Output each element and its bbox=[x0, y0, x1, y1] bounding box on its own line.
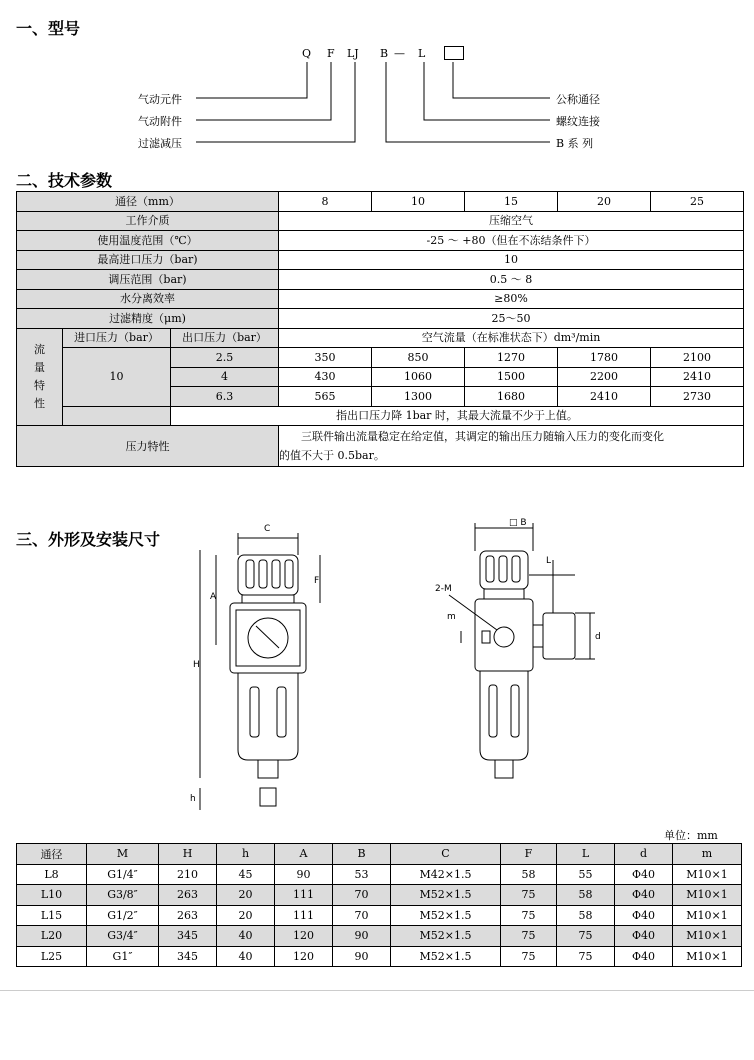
param-label: 过滤精度（μm) bbox=[17, 309, 279, 329]
dim-label-c: C bbox=[264, 524, 271, 534]
column-header: m bbox=[673, 844, 742, 865]
label-pneumatic-element: 气动元件 bbox=[138, 93, 182, 106]
section-dims-title: 三、外形及安装尺寸 bbox=[16, 530, 161, 549]
outlet-pressure-value: 2.5 bbox=[171, 348, 279, 368]
cell: 20 bbox=[217, 905, 275, 926]
flow-cell: 565 bbox=[279, 387, 372, 407]
cell: G3/4″ bbox=[87, 926, 159, 947]
cell: 58 bbox=[557, 885, 615, 906]
code-lj: LJ bbox=[347, 47, 359, 60]
table-header-row bbox=[17, 844, 742, 865]
front-view-drawing bbox=[180, 515, 350, 815]
cell: L15 bbox=[17, 905, 87, 926]
param-value: 0.5 ～ 8 bbox=[279, 270, 744, 290]
param-label: 使用温度范围（℃） bbox=[17, 231, 279, 251]
table-row bbox=[17, 289, 744, 309]
table-row bbox=[17, 231, 744, 251]
cell: 120 bbox=[275, 946, 333, 967]
dim-label-b: □ B bbox=[509, 518, 527, 528]
column-header: C bbox=[391, 844, 501, 865]
dim-label-a: A bbox=[210, 592, 217, 602]
dim-label-h-lower: h bbox=[190, 794, 196, 804]
table-row bbox=[17, 406, 744, 426]
unit-label: 单位：mm bbox=[664, 829, 718, 842]
cell: 75 bbox=[501, 905, 557, 926]
cell: M10×1 bbox=[673, 864, 742, 885]
param-label: 最高进口压力（bar) bbox=[17, 250, 279, 270]
table-row bbox=[17, 348, 744, 368]
table-row bbox=[17, 250, 744, 270]
column-header: M bbox=[87, 844, 159, 865]
cell: L10 bbox=[17, 885, 87, 906]
cell: L20 bbox=[17, 926, 87, 947]
inlet-pressure-value: 10 bbox=[63, 348, 171, 407]
param-value: -25 ～ +80（但在不冻结条件下） bbox=[279, 231, 744, 251]
cell: 75 bbox=[501, 946, 557, 967]
param-value: 10 bbox=[279, 250, 744, 270]
flow-header: 空气流量（在标准状态下）dm³/min bbox=[279, 328, 744, 348]
cell: 40 bbox=[217, 926, 275, 947]
cell: 263 bbox=[159, 885, 217, 906]
cell: M42×1.5 bbox=[391, 864, 501, 885]
label-pneumatic-accessory: 气动附件 bbox=[138, 115, 182, 128]
code-dash: — bbox=[394, 47, 405, 60]
cell: 111 bbox=[275, 905, 333, 926]
flow-cell: 2410 bbox=[558, 387, 651, 407]
table-row bbox=[17, 192, 744, 212]
dim-label-h-upper: H bbox=[193, 660, 200, 670]
size-header-label: 通径（mm） bbox=[17, 192, 279, 212]
cell: G1″ bbox=[87, 946, 159, 967]
cell: 45 bbox=[217, 864, 275, 885]
cell: M10×1 bbox=[673, 905, 742, 926]
dimensions-table bbox=[16, 843, 742, 967]
side-view-drawing bbox=[425, 515, 625, 785]
cell: 120 bbox=[275, 926, 333, 947]
cell: G1/2″ bbox=[87, 905, 159, 926]
cell: 345 bbox=[159, 946, 217, 967]
section-model-title: 一、型号 bbox=[16, 19, 81, 38]
column-header: H bbox=[159, 844, 217, 865]
size-cell: 25 bbox=[651, 192, 744, 212]
param-value: 压缩空气 bbox=[279, 211, 744, 231]
dim-label-d: d bbox=[595, 632, 601, 642]
cell: M52×1.5 bbox=[391, 905, 501, 926]
cell: M10×1 bbox=[673, 926, 742, 947]
flow-cell: 1500 bbox=[465, 367, 558, 387]
size-cell: 10 bbox=[372, 192, 465, 212]
cell: 90 bbox=[275, 864, 333, 885]
flow-side-char: 性 bbox=[34, 396, 45, 410]
cell: 210 bbox=[159, 864, 217, 885]
column-header: d bbox=[615, 844, 673, 865]
table-row bbox=[17, 270, 744, 290]
dim-label-m: m bbox=[447, 612, 456, 622]
cell: M10×1 bbox=[673, 885, 742, 906]
column-header: A bbox=[275, 844, 333, 865]
cell: M52×1.5 bbox=[391, 885, 501, 906]
size-cell: 15 bbox=[465, 192, 558, 212]
inlet-pressure-header: 进口压力（bar） bbox=[63, 328, 171, 348]
size-cell: 20 bbox=[558, 192, 651, 212]
flow-cell: 350 bbox=[279, 348, 372, 368]
param-label: 工作介质 bbox=[17, 211, 279, 231]
pressure-label: 压力特性 bbox=[17, 426, 279, 467]
flow-side-char: 特 bbox=[34, 378, 45, 392]
label-nominal-size: 公称通径 bbox=[556, 93, 600, 106]
cell: 75 bbox=[501, 885, 557, 906]
table-row bbox=[17, 211, 744, 231]
flow-side-char: 流 bbox=[34, 342, 45, 356]
pressure-line-2: 的值不大于 0.5bar。 bbox=[279, 449, 385, 462]
model-connector-lines bbox=[0, 0, 754, 160]
flow-cell: 1780 bbox=[558, 348, 651, 368]
cell: M52×1.5 bbox=[391, 926, 501, 947]
flow-cell: 2410 bbox=[651, 367, 744, 387]
column-header: h bbox=[217, 844, 275, 865]
flow-side-char: 量 bbox=[34, 360, 45, 374]
code-b: B bbox=[380, 47, 389, 60]
column-header: F bbox=[501, 844, 557, 865]
cell: 58 bbox=[557, 905, 615, 926]
cell: 75 bbox=[501, 926, 557, 947]
param-label: 水分离效率 bbox=[17, 289, 279, 309]
cell: 53 bbox=[333, 864, 391, 885]
table-row bbox=[17, 946, 742, 967]
table-row bbox=[17, 309, 744, 329]
cell: 75 bbox=[557, 946, 615, 967]
cell: Φ40 bbox=[615, 926, 673, 947]
cell: 58 bbox=[501, 864, 557, 885]
table-row bbox=[17, 864, 742, 885]
cell: 75 bbox=[557, 926, 615, 947]
cell: 90 bbox=[333, 926, 391, 947]
cell: Φ40 bbox=[615, 905, 673, 926]
cell: M52×1.5 bbox=[391, 946, 501, 967]
column-header: 通径 bbox=[17, 844, 87, 865]
dim-label-f: F bbox=[314, 576, 320, 586]
param-value: 25～50 bbox=[279, 309, 744, 329]
column-header: B bbox=[333, 844, 391, 865]
flow-cell: 2100 bbox=[651, 348, 744, 368]
outlet-pressure-header: 出口压力（bar） bbox=[171, 328, 279, 348]
flow-cell: 1060 bbox=[372, 367, 465, 387]
table-row bbox=[17, 926, 742, 947]
table-row bbox=[17, 328, 744, 348]
cell: 70 bbox=[333, 905, 391, 926]
param-value: ≥80% bbox=[279, 289, 744, 309]
flow-cell: 1680 bbox=[465, 387, 558, 407]
cell: G1/4″ bbox=[87, 864, 159, 885]
blank-cell bbox=[63, 406, 171, 426]
flow-cell: 850 bbox=[372, 348, 465, 368]
code-f: F bbox=[327, 47, 335, 60]
table-row bbox=[17, 426, 744, 467]
section-tech-title: 二、技术参数 bbox=[16, 171, 113, 190]
cell: 345 bbox=[159, 926, 217, 947]
param-label: 调压范围（bar) bbox=[17, 270, 279, 290]
cell: G3/8″ bbox=[87, 885, 159, 906]
cell: 55 bbox=[557, 864, 615, 885]
dim-label-l: L bbox=[546, 556, 552, 566]
cell: Φ40 bbox=[615, 885, 673, 906]
pressure-line-1: 三联件输出流量稳定在给定值，其调定的输出压力随输入压力的变化而变化 bbox=[301, 430, 665, 443]
outlet-pressure-value: 6.3 bbox=[171, 387, 279, 407]
flow-cell: 1270 bbox=[465, 348, 558, 368]
code-q: Q bbox=[302, 47, 312, 60]
table-row bbox=[17, 885, 742, 906]
cell: Φ40 bbox=[615, 946, 673, 967]
flow-note: 指出口压力降 1bar 时，其最大流量不少于上值。 bbox=[171, 406, 744, 426]
column-header: L bbox=[557, 844, 615, 865]
cell: M10×1 bbox=[673, 946, 742, 967]
pressure-description bbox=[279, 426, 744, 467]
cell: 70 bbox=[333, 885, 391, 906]
cell: 40 bbox=[217, 946, 275, 967]
table-row bbox=[17, 905, 742, 926]
flow-cell: 430 bbox=[279, 367, 372, 387]
cell: 263 bbox=[159, 905, 217, 926]
dim-label-2m: 2-M bbox=[435, 584, 452, 594]
cell: L25 bbox=[17, 946, 87, 967]
size-cell: 8 bbox=[279, 192, 372, 212]
cell: 111 bbox=[275, 885, 333, 906]
label-b-series: B 系 列 bbox=[556, 137, 594, 150]
cell: Φ40 bbox=[615, 864, 673, 885]
code-l: L bbox=[418, 47, 426, 60]
page-divider bbox=[0, 990, 754, 991]
label-thread-connection: 螺纹连接 bbox=[556, 115, 600, 128]
cell: 90 bbox=[333, 946, 391, 967]
label-filter-reducer: 过滤减压 bbox=[138, 137, 182, 150]
flow-cell: 2200 bbox=[558, 367, 651, 387]
outlet-pressure-value: 4 bbox=[171, 367, 279, 387]
flow-cell: 1300 bbox=[372, 387, 465, 407]
flow-cell: 2730 bbox=[651, 387, 744, 407]
cell: 20 bbox=[217, 885, 275, 906]
flow-side-label bbox=[17, 328, 63, 426]
cell: L8 bbox=[17, 864, 87, 885]
tech-params-table bbox=[16, 191, 744, 467]
